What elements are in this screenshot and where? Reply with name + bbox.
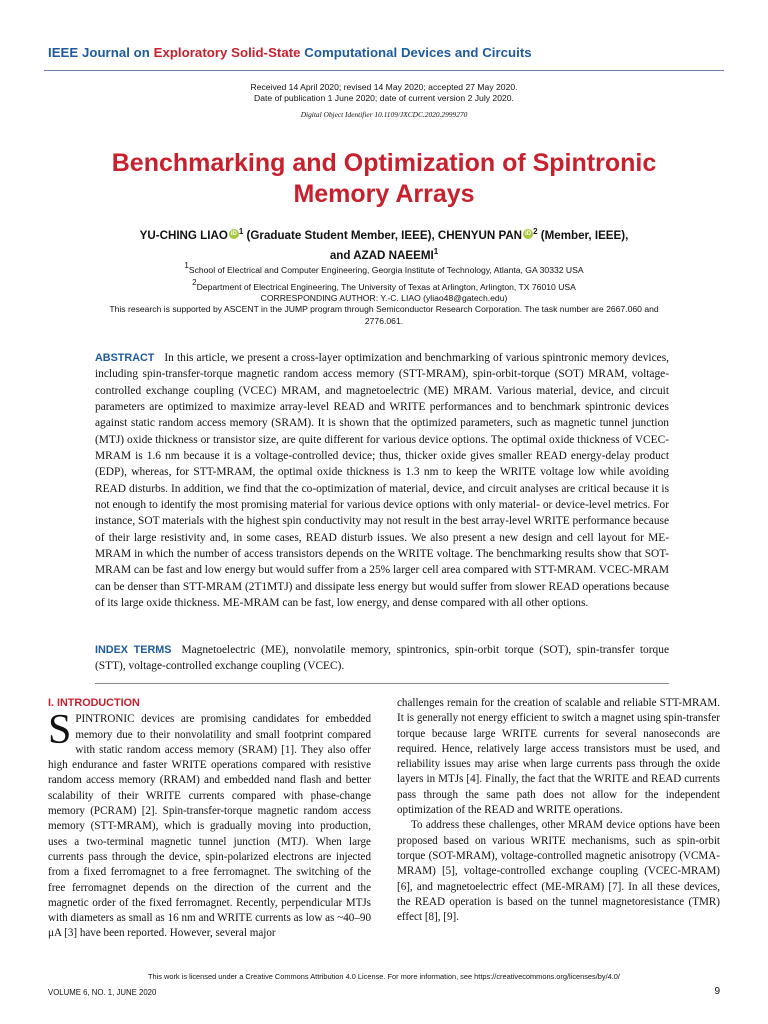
header-rule <box>44 70 724 71</box>
index-terms-label: INDEX TERMS <box>95 644 172 656</box>
orcid-icon[interactable]: iD <box>230 231 237 237</box>
left-column <box>48 696 371 942</box>
affiliation-2 <box>96 277 672 294</box>
section-heading-introduction: I. INTRODUCTION <box>48 697 140 709</box>
abstract <box>95 350 669 612</box>
affiliation-1-marker: 1 <box>184 261 189 270</box>
journal-name-part1: IEEE Journal on <box>48 45 154 60</box>
author-3[interactable]: and AZAD NAEEMI <box>329 249 434 262</box>
doi[interactable]: Digital Object Identifier 10.1109/JXCDC.2020.2999270 <box>300 110 468 119</box>
dates-line-1: Received 14 April 2020; revised 14 May 2020; accepted 27 May 2020. <box>250 82 518 92</box>
corresponding-author: CORRESPONDING AUTHOR: Y.-C. LIAO (yliao48@gatech.edu) <box>260 293 508 304</box>
author-2[interactable]: CHENYUN PAN <box>437 229 523 242</box>
author-1-role: (Graduate Student Member, IEEE), <box>243 229 438 242</box>
affiliations <box>96 260 672 305</box>
intro-paragraph-2: challenges remain for the creation of scalable and reliable STT-MRAM. It is generally not energy efficient to switch a magnet using spin-transfer torque because large WRITE currents for several nanoseconds are required. Hence, relatively large access transistors must be used, and reliability issues may arise when large currents pass through the oxide layers in MTJs [4]. Finally, the fact that the WRITE and READ currents pass through the same path does not allow for the independent optimization of the READ and WRITE operations. <box>397 697 720 817</box>
author-2-role: (Member, IEEE), <box>537 229 629 242</box>
journal-name-part3: Computational Devices and Circuits <box>300 45 532 60</box>
paper-title: Benchmarking and Optimization of Spintronic Memory Arrays <box>111 149 657 208</box>
funding-note: This research is supported by ASCENT in the JUMP program through Semiconductor Research Corporation. The task number are 2667.060 and 2776.061. <box>109 304 659 326</box>
index-terms <box>95 642 669 674</box>
affiliation-1-text: School of Electrical and Computer Engineering, Georgia Institute of Technology, Atlanta, GA 30332 USA <box>188 265 584 275</box>
authors <box>96 224 672 264</box>
drop-cap: S <box>48 707 72 754</box>
author-1-affil: 1 <box>238 227 244 236</box>
abstract-label: ABSTRACT <box>95 352 155 364</box>
journal-header <box>48 45 738 60</box>
section-divider <box>95 683 669 684</box>
volume-info: VOLUME 6, NO. 1, JUNE 2020 <box>48 988 157 997</box>
license-notice: This work is licensed under a Creative Commons Attribution 4.0 License. For more information, see https://creativecommons.org/licenses/by/4.0/ <box>148 972 620 981</box>
dates-line-2: Date of publication 1 June 2020; date of current version 2 July 2020. <box>254 93 514 103</box>
author-3-affil: 1 <box>433 247 439 256</box>
index-terms-text: Magnetoelectric (ME), nonvolatile memory, spintronics, spin-orbit torque (SOT), spin-transfer torque (STT), voltage-controlled exchange coupling (VCEC). <box>95 644 669 673</box>
intro-paragraph-1: PINTRONIC devices are promising candidates for embedded memory due to their nonvolatility and small footprint compared with static random access memory (SRAM) [1]. They also offer high endurance and faster WRITE operations compared with resistive random access memory (RRAM) and embedded nand flash and better scalability of their WRITE currents compared with phase-change memory (PCRAM) [2]. Spin-transfer-torque magnetic random access memory (STT-MRAM), which is gradually moving into production, uses a two-terminal magnetic tunnel junction (MTJ). When large currents pass through the device, spin-polarized electrons are injected from a fixed ferromagnet to a free ferromagnet. The switching of the free ferromagnet depends on the direction of the current and the magnetic order of the fixed ferromagnet. Recently, perpendicular MTJs with diameters as small as 16 nm and WRITE currents as low as ~40–90 μA [3] have been reported. However, several major <box>48 713 371 940</box>
author-1[interactable]: YU-CHING LIAO <box>139 229 228 242</box>
page-number: 9 <box>714 986 720 997</box>
affiliation-2-marker: 2 <box>192 277 197 287</box>
author-2-affil: 2 <box>533 227 538 236</box>
orcid-icon[interactable]: iD <box>525 231 532 237</box>
affiliation-2-text: Department of Electrical Engineering, The University of Texas at Arlington, Arlington, TX 76010 USA <box>196 281 576 292</box>
right-column <box>397 696 720 925</box>
publication-dates <box>0 82 768 104</box>
abstract-text: In this article, we present a cross-layer optimization and benchmarking of various spintronic memory devices, including spin-transfer-torque magnetic random access memory (STT-MRAM), spin-orbit-torque (SOT) MRAM, voltage-controlled exchange coupling (VCEC) MRAM, and magnetoelectric (ME) MRAM. Various material, device, and circuit parameters are optimized to maximize array-level READ and WRITE performances and to benchmark spintronic devices against static random access memory (SRAM). It is shown that the optimized parameters, such as magnetic tunnel junction (MTJ) oxide thickness or transistor size, are quite different for various device options. The optimal oxide thickness of VCEC-MRAM is 1.6 nm because it is a voltage-controlled device; thus, thicker oxide gives smaller READ energy-delay product (EDP), whereas, for STT-MRAM, the optimal oxide thickness is 1.3 nm to keep the WRITE voltage low while avoiding READ disturbs. In addition, we find that the co-optimization of material, device, and circuit analyses are critical because it is not enough to identify the most promising material for various device options with only material- or device-level metrics. For instance, SOT materials with the highest spin conductivity may not result in the best array-level WRITE performance because of their large resistivity and, in some cases, READ disturb issues. We also present a new design and cell layout for ME-MRAM in which the number of access transistors depends on the WRITE voltage. The benchmarking results show that SOT-MRAM can be fast and low energy but would suffer from a 25% larger cell area compared with STT-MRAM. VCEC-MRAM can be denser than STT-MRAM (2T1MTJ) and dissipate less energy but would suffer from slower READ operations because of its large oxide thickness. ME-MRAM can be fast, low energy, and dense compared with all other options. <box>95 352 670 610</box>
journal-name-part2: Exploratory Solid-State <box>153 45 301 60</box>
affiliation-1 <box>96 260 672 277</box>
intro-paragraph-3: To address these challenges, other MRAM device options have been proposed based on various WRITE mechanisms, such as spin-orbit torque (SOT-MRAM), voltage-controlled magnetic anisotropy (VCMA-MRAM) [5], voltage-controlled exchange coupling (VCEC-MRAM) [6], and magnetoelectric effect (ME-MRAM) [7]. In all these devices, the READ operation is based on the tunnel magnetoresistance (TMR) effect [8], [9]. <box>397 819 720 924</box>
